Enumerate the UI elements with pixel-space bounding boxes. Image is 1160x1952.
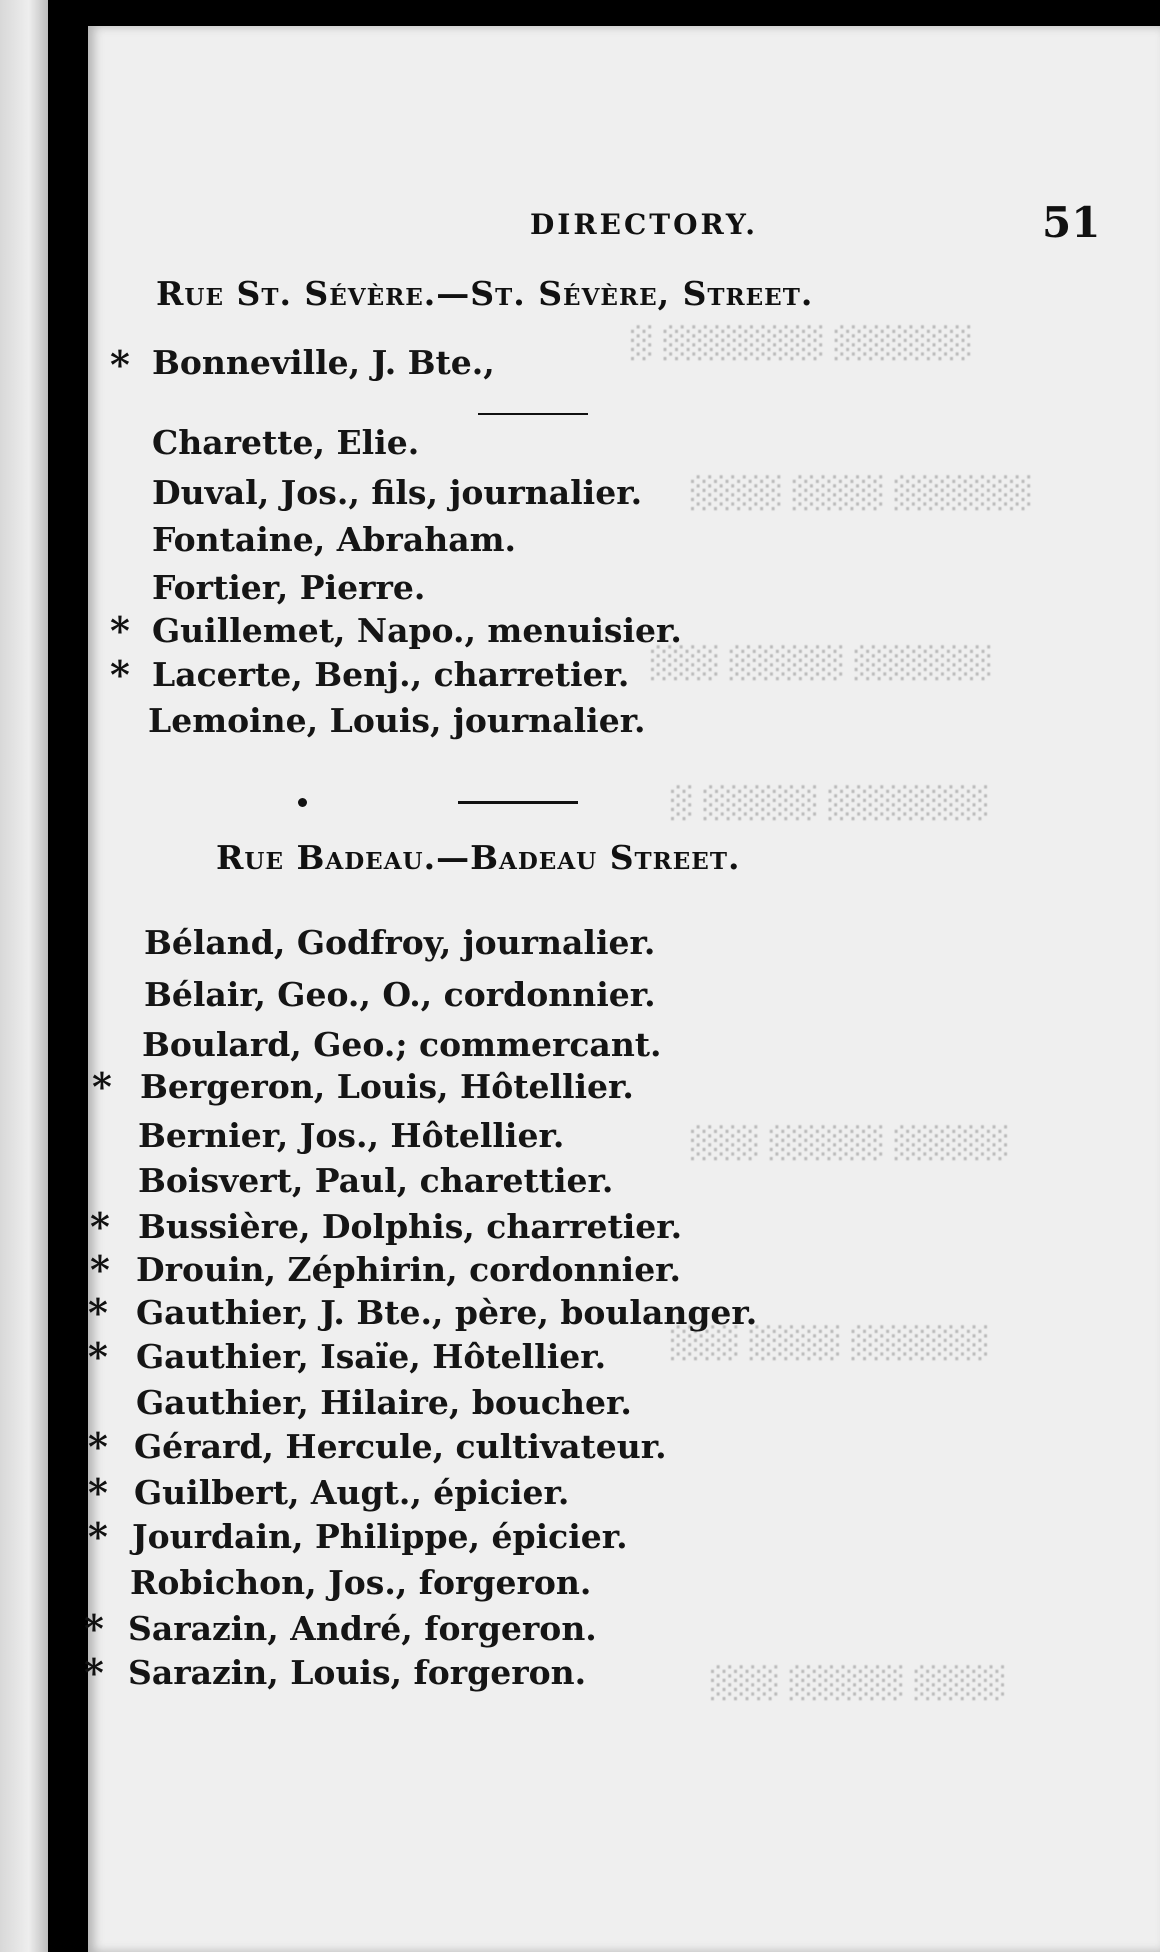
directory-entry: Gauthier, Isaïe, Hôtellier.	[136, 1337, 607, 1376]
directory-entry: Boulard, Geo.; commercant.	[142, 1025, 662, 1064]
asterisk-marker: *	[110, 652, 130, 697]
directory-entry: Lemoine, Louis, journalier.	[148, 701, 646, 740]
asterisk-marker: *	[110, 342, 130, 387]
directory-entry: Bonneville, J. Bte.,	[152, 343, 495, 382]
show-through-line: ░░░░░░░ ░░░░░ ░	[668, 786, 987, 821]
show-through-line: ░░░░░░ ░░░░░ ░░░	[648, 646, 991, 681]
directory-entry: Lacerte, Benj., charretier.	[152, 655, 630, 694]
show-through-line: ░░░░░░ ░░░░░░░ ░	[628, 326, 971, 361]
separator-dot	[298, 798, 307, 807]
show-through-line: ░░░░░ ░░░░░ ░░░	[688, 1126, 1007, 1161]
street-heading: Rue Badeau.—Badeau Street.	[216, 838, 741, 877]
street-heading: Rue St. Sévère.—St. Sévère, Street.	[156, 274, 814, 313]
asterisk-marker: *	[110, 608, 130, 653]
directory-entry: Jourdain, Philippe, épicier.	[132, 1517, 628, 1556]
asterisk-marker: *	[92, 1064, 112, 1109]
asterisk-marker: *	[84, 1606, 104, 1651]
directory-entry: Boisvert, Paul, charettier.	[138, 1161, 614, 1200]
directory-entry: Bernier, Jos., Hôtellier.	[138, 1116, 565, 1155]
directory-entry: Robichon, Jos., forgeron.	[130, 1563, 592, 1602]
directory-entry: Bussière, Dolphis, charretier.	[138, 1207, 683, 1246]
show-through-line: ░░░░░░ ░░░░ ░░░░	[688, 476, 1031, 511]
directory-entry: Fortier, Pierre.	[152, 568, 426, 607]
directory-entry: Guilbert, Augt., épicier.	[134, 1473, 570, 1512]
short-rule	[478, 413, 588, 415]
directory-entry: Bergeron, Louis, Hôtellier.	[140, 1067, 634, 1106]
asterisk-marker: *	[90, 1204, 110, 1249]
directory-entry: Gérard, Hercule, cultivateur.	[134, 1427, 667, 1466]
asterisk-marker: *	[90, 1247, 110, 1292]
directory-entry: Gauthier, Hilaire, boucher.	[136, 1383, 632, 1422]
section-separator-rule	[458, 801, 578, 804]
directory-entry: Guillemet, Napo., menuisier.	[152, 611, 682, 650]
directory-entry: Béland, Godfroy, journalier.	[144, 923, 656, 962]
asterisk-marker: *	[88, 1424, 108, 1469]
directory-entry: Sarazin, André, forgeron.	[128, 1609, 597, 1648]
directory-entry: Drouin, Zéphirin, cordonnier.	[136, 1250, 682, 1289]
asterisk-marker: *	[88, 1514, 108, 1559]
asterisk-marker: *	[88, 1290, 108, 1335]
directory-entry: Bélair, Geo., O., cordonnier.	[144, 975, 656, 1014]
show-through-line: ░░░░░░ ░░░░ ░░░	[668, 1326, 987, 1361]
directory-entry: Duval, Jos., fils, journalier.	[152, 473, 643, 512]
show-through-line: ░░░░ ░░░░░ ░░░	[708, 1666, 1004, 1701]
directory-entry: Gauthier, J. Bte., père, boulanger.	[136, 1293, 758, 1332]
directory-entry: Fontaine, Abraham.	[152, 520, 516, 559]
asterisk-marker: *	[88, 1334, 108, 1379]
page-number: 51	[1042, 198, 1101, 247]
asterisk-marker: *	[88, 1470, 108, 1515]
asterisk-marker: *	[84, 1650, 104, 1695]
directory-page	[84, 26, 1160, 1952]
directory-entry: Charette, Elie.	[152, 423, 420, 462]
adjacent-page-edge	[0, 0, 48, 1952]
running-head: DIRECTORY.	[530, 208, 759, 241]
directory-entry: Sarazin, Louis, forgeron.	[128, 1653, 587, 1692]
